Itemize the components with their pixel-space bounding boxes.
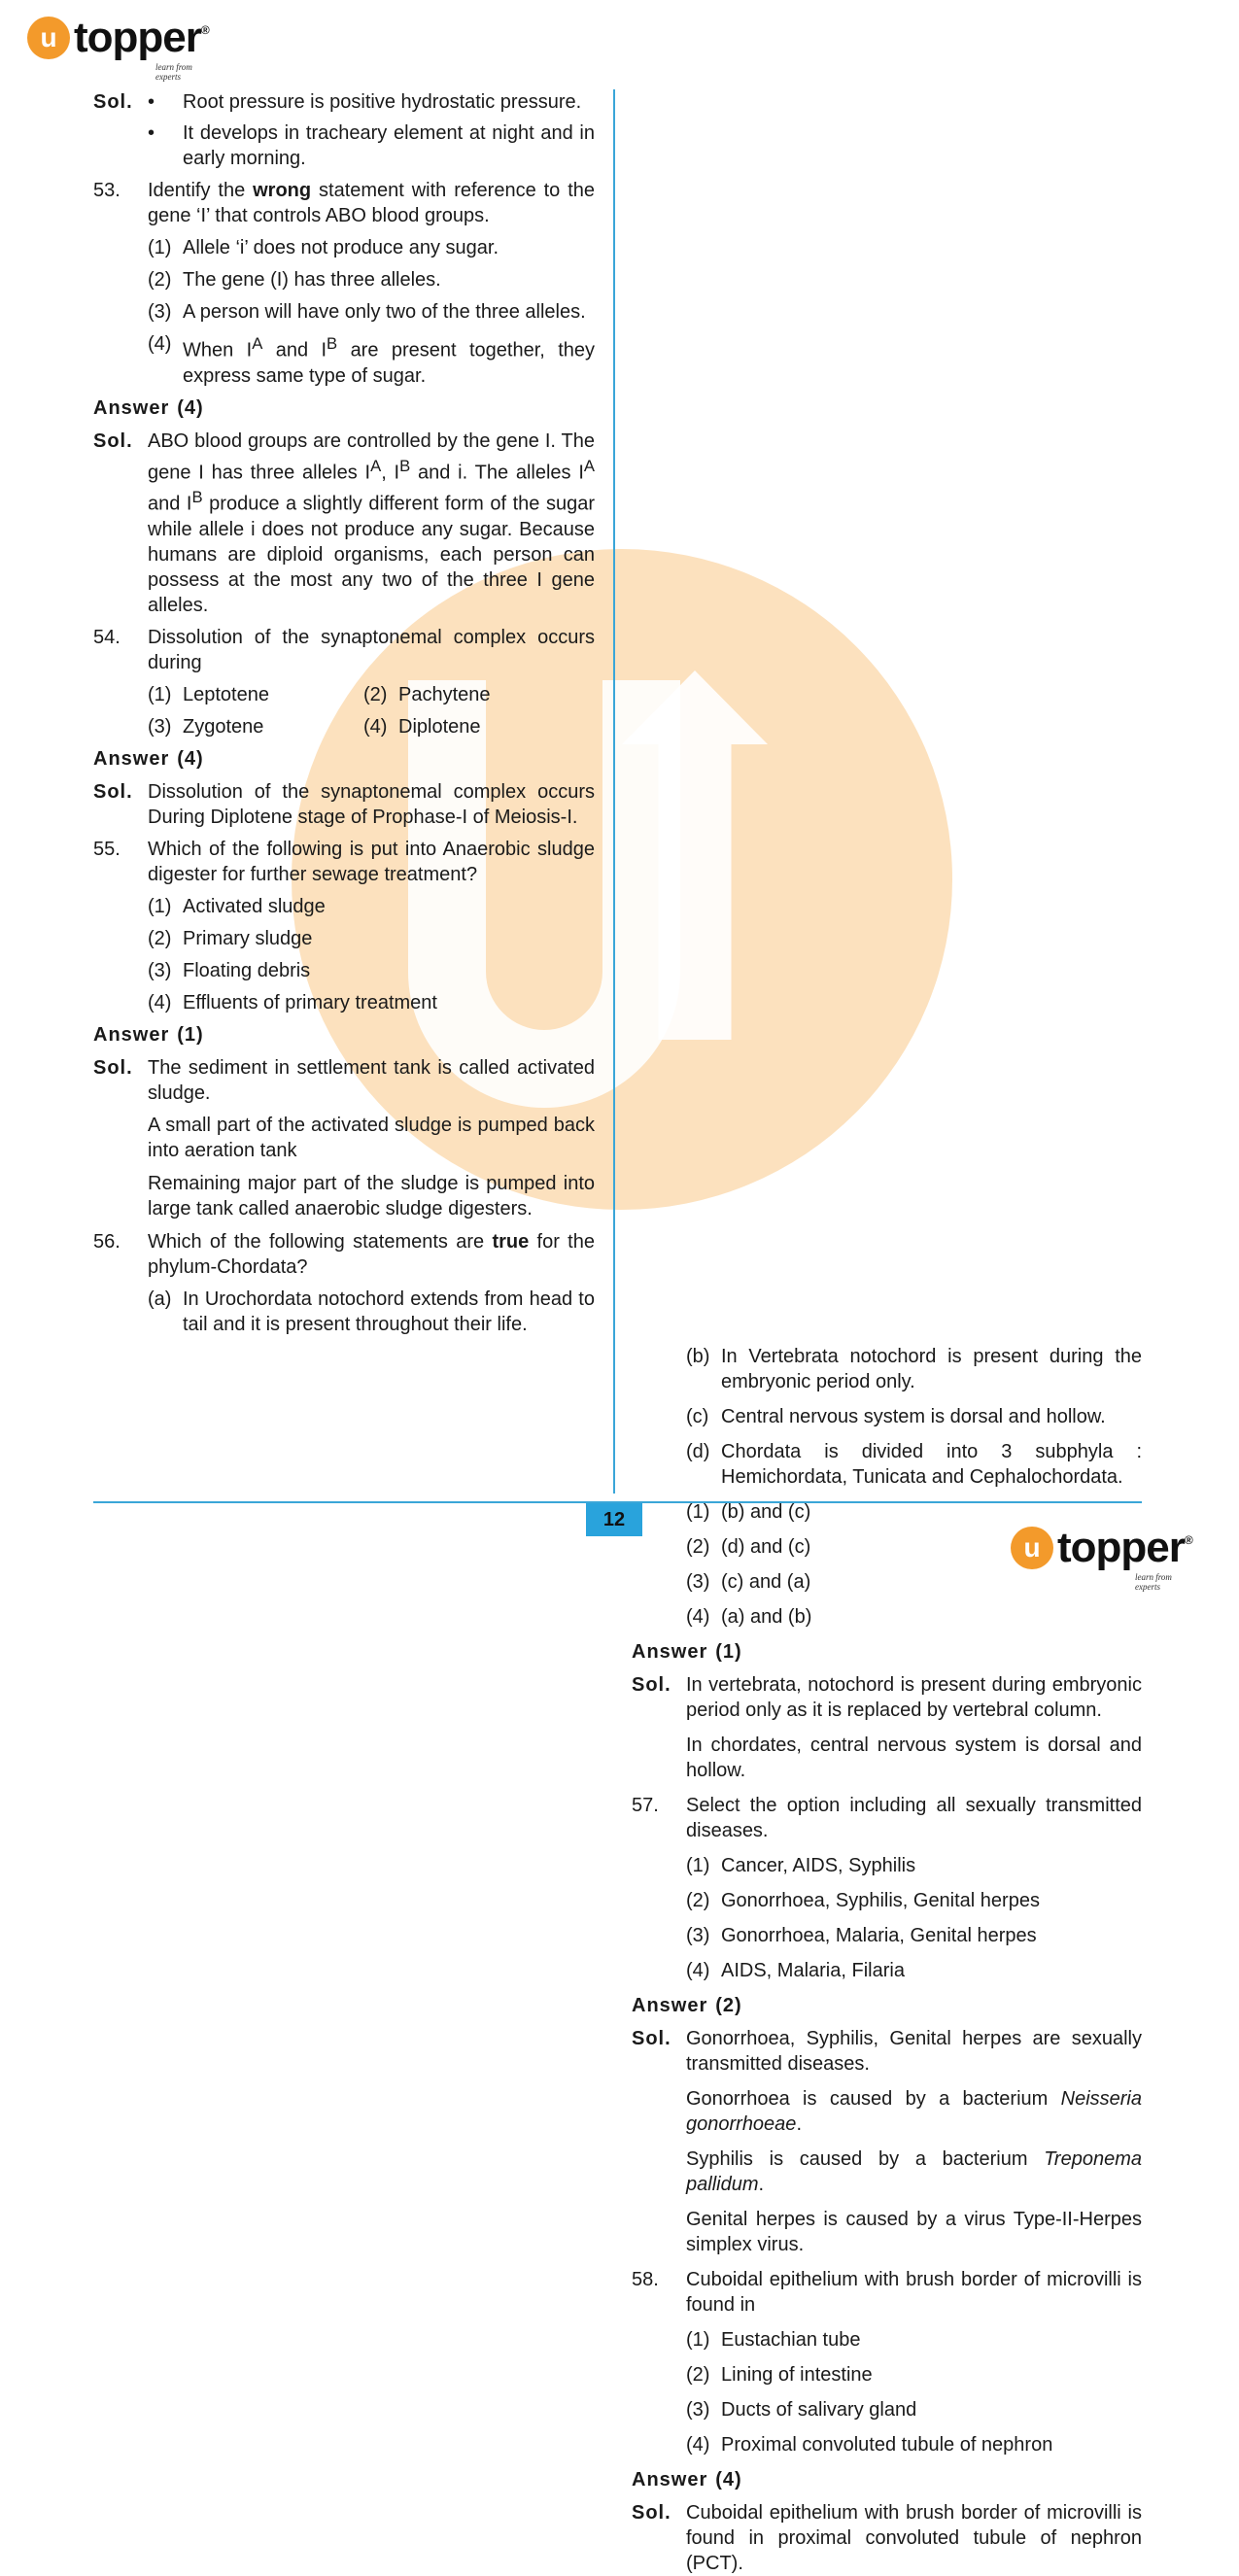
logo-name: topper® [1057, 1524, 1192, 1571]
logo-mark: u [27, 17, 70, 59]
option: (4) AIDS, Malaria, Filaria [686, 1959, 905, 1981]
statement-a: (a) In Urochordata notochord extends from head to tail and it is present throughout their life. [148, 1288, 595, 1335]
option: (3) (c) and (a) [686, 1570, 811, 1593]
question-53: 53. Identify the wrong statement with reference to the gene ‘I’ that controls ABO blood groups. [93, 180, 595, 226]
statement-b: (b) In Vertebrata notochord is present during the embryonic period only. [686, 1345, 1142, 1392]
bullet-text: Root pressure is positive hydrostatic pressure. [183, 91, 582, 113]
option: (1) Allele ‘i’ does not produce any sugar. [148, 237, 499, 258]
option: (4) Effluents of primary treatment [148, 991, 437, 1013]
logo-name: topper® [74, 14, 209, 61]
question-56: 56. Which of the following statements are true for the phylum-Chordata? [93, 1230, 595, 1278]
answer-53: Answer (4) [93, 396, 204, 419]
solution-54: Sol. Dissolution of the synaptonemal complex occurs During Diplotene stage of Prophase-I of Meiosis-I. [93, 780, 595, 828]
column-divider [613, 89, 615, 1494]
statement-d: (d) Chordata is divided into 3 subphyla : Hemichordata, Tunicata and Cephalochordata. [686, 1440, 1142, 1488]
option: (3) A person will have only two of the three alleles. [148, 301, 586, 323]
option: (4) When $I^A$ and $I^B$ are present together, they express same type of sugar. [148, 333, 595, 387]
solution-paragraph: Gonorrhoea is caused by a bacterium Neisseria gonorrhoeae. [686, 2087, 1142, 2135]
option: (2) The gene (I) has three alleles. [148, 269, 441, 291]
answer-55: Answer (1) [93, 1023, 204, 1046]
logo-tagline: learn from experts [155, 62, 192, 82]
logo-mark: u [1011, 1527, 1053, 1569]
question-58: 58. Cuboidal epithelium with brush border of microvilli is found in [632, 2268, 1142, 2316]
solution-53: Sol. ABO blood groups are controlled by the gene I. The gene I has three alleles $I^A$, $I^B$ and i. The alleles $I^A$ and $I^B$ produce a slightly different form of the sugar while allele i does not produce any sugar. Because humans are diploid organisms, each person can possess at the most any two of the three I gene alleles. [93, 429, 596, 616]
header-logo [27, 14, 209, 82]
question-55: 55. Which of the following is put into Anaerobic sludge digester for further sewage treatment? [93, 838, 595, 885]
solution-paragraph: Genital herpes is caused by a virus Type-II-Herpes simplex virus. [686, 2208, 1142, 2255]
answer-54: Answer (4) [93, 747, 204, 770]
option: (2) Lining of intestine [686, 2363, 873, 2386]
question-57: 57. Select the option including all sexually transmitted diseases. [632, 1794, 1142, 1841]
solution-paragraph: Remaining major part of the sludge is pumped into large tank called anaerobic sludge digesters. [148, 1172, 595, 1219]
left-column [93, 89, 595, 1337]
right-column [632, 1344, 1142, 2576]
solution-paragraph: In chordates, central nervous system is dorsal and hollow. [686, 1734, 1142, 1781]
options-54-row1: (1) Leptotene (2) Pachytene [148, 683, 491, 705]
answer-57: Answer (2) [632, 1994, 742, 2016]
option: (1) (b) and (c) [686, 1500, 811, 1523]
solution-paragraph: A small part of the activated sludge is pumped back into aeration tank [148, 1114, 595, 1161]
bullet-text: It develops in tracheary element at night and in early morning. [183, 122, 595, 169]
option: (3) Floating debris [148, 959, 311, 981]
option: (4) Proximal convoluted tubule of nephron [686, 2433, 1053, 2456]
question-54: 54. Dissolution of the synaptonemal complex occurs during [93, 626, 595, 673]
logo-tagline: learn from experts [1135, 1572, 1172, 1592]
option: (1) Cancer, AIDS, Syphilis [686, 1854, 916, 1876]
option: (2) Primary sludge [148, 927, 313, 949]
option: (2) Gonorrhoea, Syphilis, Genital herpes [686, 1889, 1040, 1911]
option: (2) (d) and (c) [686, 1535, 811, 1558]
option: (1) Eustachian tube [686, 2328, 861, 2351]
statement-c: (c) Central nervous system is dorsal and hollow. [686, 1405, 1106, 1427]
option: (3) Ducts of salivary gland [686, 2398, 917, 2421]
option: (1) Activated sludge [148, 895, 326, 917]
solution-56: Sol. In vertebrata, notochord is present during embryonic period only as it is replaced by vertebral column. [632, 1673, 1142, 1721]
sol-top: Sol. • Root pressure is positive hydrostatic pressure. • It develops in tracheary element at night and in early morning. [93, 91, 595, 169]
option: (3) Gonorrhoea, Malaria, Genital herpes [686, 1924, 1037, 1946]
answer-56: Answer (1) [632, 1640, 742, 1663]
answer-58: Answer (4) [632, 2468, 742, 2490]
solution-55: Sol. The sediment in settlement tank is called activated sludge. [93, 1056, 595, 1104]
solution-57: Sol. Gonorrhoea, Syphilis, Genital herpes are sexually transmitted diseases. [632, 2027, 1142, 2075]
option: (4) (a) and (b) [686, 1605, 812, 1628]
page-number: 12 [586, 1503, 642, 1536]
solution-paragraph: Syphilis is caused by a bacterium Treponema pallidum. [686, 2147, 1142, 2195]
options-54-row2: (3) Zygotene (4) Diplotene [148, 715, 481, 738]
solution-58: Sol. Cuboidal epithelium with brush border of microvilli is found in proximal convoluted tubule of nephron (PCT). [632, 2501, 1142, 2574]
